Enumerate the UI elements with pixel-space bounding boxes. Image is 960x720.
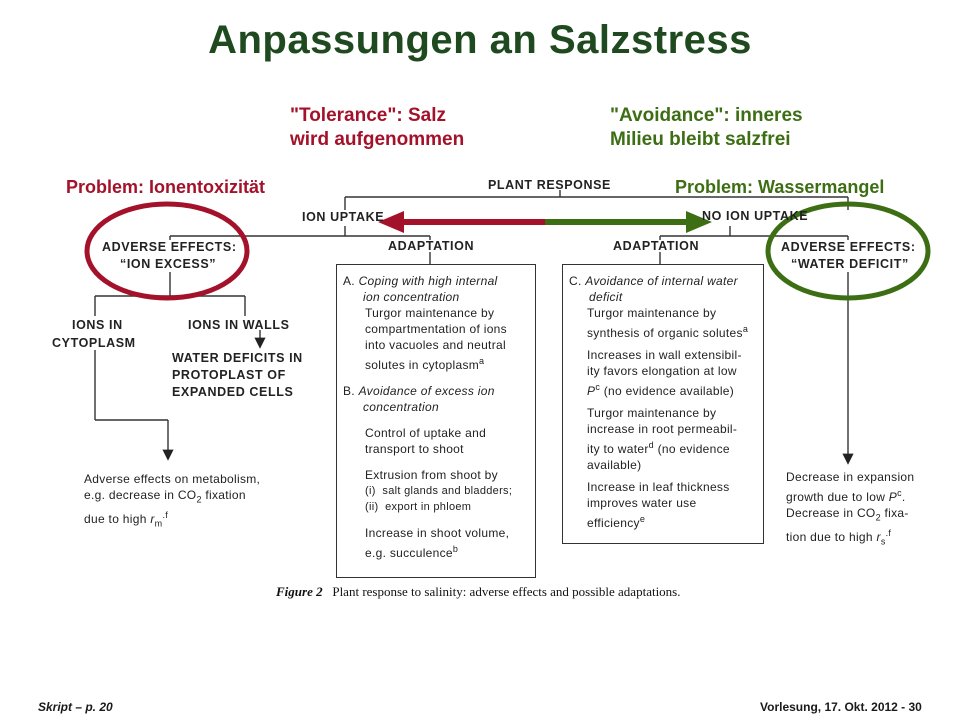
a-text-2: compartmentation of ions: [365, 322, 507, 336]
c-text-12: [569, 511, 759, 531]
c-footnote-e: e: [639, 514, 646, 524]
c-footnote-d: d: [648, 440, 654, 450]
right-line1: Decrease in expansion: [786, 470, 915, 484]
metabolism-line2: [84, 487, 304, 507]
ions-in-cytoplasm-line2: CYTOPLASM: [52, 336, 136, 350]
right-growth-text: growth due to low: [786, 490, 889, 504]
metabolism-line1: Adverse effects on metabolism,: [84, 472, 261, 486]
c-footnote-c: c: [595, 382, 601, 392]
a-text-4: [343, 353, 531, 373]
b-succulence: e.g. succulence: [365, 546, 453, 560]
section-c-title-2: deficit: [589, 290, 623, 304]
figure-caption-label: Figure 2: [276, 584, 323, 599]
b-footnote-b: b: [452, 544, 459, 554]
metabolism-fixation-text: fixation: [201, 488, 246, 502]
rs-footnote: .f: [885, 528, 892, 539]
adaptation-label-right: ADAPTATION: [613, 239, 700, 253]
section-c-title-1: Avoidance of internal water: [585, 274, 738, 288]
c-text-5: [569, 379, 759, 399]
tolerance-label: "Tolerance": Salz wird aufgenommen: [290, 105, 465, 150]
c-text-11: improves water use: [587, 496, 697, 510]
ions-in-cytoplasm-line1: IONS IN: [72, 318, 123, 332]
avoidance-label: "Avoidance": inneres Milieu bleibt salzfrei: [610, 105, 803, 150]
section-a-title-2: ion concentration: [363, 290, 460, 304]
figure-caption: [276, 584, 681, 600]
rm-footnote: .f: [162, 510, 169, 521]
right-co2-subscript: 2: [875, 512, 881, 523]
section-b-title-1: Avoidance of excess ion: [358, 384, 495, 398]
b-text-6: Increase in shoot volume,: [365, 526, 510, 540]
c-no-evidence: (no evidence available): [600, 384, 735, 398]
right-period: .: [901, 490, 906, 504]
metabolism-line3: [84, 507, 304, 531]
c-text-7: increase in root permeabil-: [587, 422, 738, 436]
section-b-letter: B.: [343, 384, 355, 398]
right-p-symbol: P: [888, 490, 898, 504]
c-text-4: ity favors elongation at low: [587, 364, 737, 378]
c-footnote-a: a: [742, 324, 749, 334]
metabolism-co2-text: e.g. decrease in CO: [84, 488, 197, 502]
c-text-3: Increases in wall extensibil-: [587, 348, 742, 362]
b-text-1: Control of uptake and: [365, 426, 487, 440]
a-text-4-main: solutes in cytoplasm: [365, 358, 480, 372]
right-line4: [786, 525, 956, 549]
c-text-8-main: ity to water: [587, 442, 649, 456]
b-text-2: transport to shoot: [365, 442, 464, 456]
section-c-heading: [569, 273, 759, 289]
adverse-effects-right-heading: ADVERSE EFFECTS:: [781, 240, 916, 254]
footer-script-ref: Skript – p. 20: [38, 700, 113, 714]
adaptation-label-left: ADAPTATION: [388, 239, 475, 253]
metabolism-due-text: due to high: [84, 512, 151, 527]
no-ion-uptake-label: NO ION UPTAKE: [702, 209, 809, 223]
c-text-8: [569, 437, 759, 457]
c-p-symbol: P: [587, 384, 596, 398]
co2-subscript: 2: [196, 494, 202, 505]
right-footnote-c: c: [897, 488, 902, 498]
rs-symbol: r: [876, 530, 881, 545]
rm-symbol: r: [150, 512, 155, 527]
section-c-letter: C.: [569, 274, 582, 288]
water-deficits-line1: WATER DEFICITS IN: [172, 351, 303, 365]
a-text-3: into vacuoles and neutral: [365, 338, 506, 352]
plant-response-label: PLANT RESPONSE: [488, 178, 611, 192]
b-item-i: (i): [365, 485, 376, 497]
right-due-text: tion due to high: [786, 530, 877, 545]
problem-ion-toxicity: Problem: Ionentoxizität: [66, 177, 266, 197]
right-line2: [786, 485, 956, 505]
figure-caption-text: Plant response to salinity: adverse effects and possible adaptations.: [332, 584, 681, 599]
adaptation-box-avoidance: [562, 264, 764, 544]
water-deficit-effects-text: [786, 469, 956, 550]
c-text-9: available): [587, 458, 642, 472]
adverse-effects-left-heading: ADVERSE EFFECTS:: [102, 240, 237, 254]
rs-subscript: s: [880, 536, 886, 547]
b-text-7: [343, 541, 531, 561]
c-text-10: Increase in leaf thickness: [587, 480, 730, 494]
b-salt-glands: salt glands and bladders;: [382, 485, 513, 497]
footer-lecture-ref: Vorlesung, 17. Okt. 2012 - 30: [760, 700, 922, 714]
water-deficits-line2: PROTOPLAST OF: [172, 368, 286, 382]
ions-in-walls-label: IONS IN WALLS: [188, 318, 290, 332]
section-b-title-2: concentration: [363, 400, 439, 414]
rm-subscript: m: [154, 518, 163, 529]
c-text-6: Turgor maintenance by: [587, 406, 717, 420]
section-a-heading: [343, 273, 531, 289]
c-text-2-main: synthesis of organic solutes: [587, 326, 743, 340]
water-deficits-line3: EXPANDED CELLS: [172, 385, 294, 399]
section-b-heading: [343, 383, 531, 399]
water-deficit-label: “WATER DEFICIT”: [791, 257, 909, 271]
right-line3: [786, 505, 956, 525]
right-co2-text: Decrease in CO: [786, 506, 876, 520]
section-a-title-1: Coping with high internal: [358, 274, 498, 288]
c-text-1: Turgor maintenance by: [587, 306, 717, 320]
b-text-4: [343, 483, 531, 499]
right-fixa-text: fixa-: [880, 506, 909, 520]
a-footnote-a: a: [479, 356, 485, 366]
c-text-12-main: efficiency: [587, 516, 640, 530]
c-text-8-end: (no evidence: [653, 442, 730, 456]
metabolism-effects-text: [84, 471, 304, 532]
b-text-5: [343, 499, 531, 515]
ion-excess-label: “ION EXCESS”: [120, 257, 217, 271]
b-text-3: Extrusion from shoot by: [365, 468, 498, 482]
adaptation-box-tolerance: [336, 264, 536, 578]
c-text-2: [569, 321, 759, 341]
a-text-1: Turgor maintenance by: [365, 306, 495, 320]
ion-uptake-label: ION UPTAKE: [302, 210, 385, 224]
problem-water-deficit: Problem: Wassermangel: [675, 177, 885, 197]
section-a-letter: A.: [343, 274, 355, 288]
b-item-ii: (ii): [365, 501, 379, 513]
slide-title: Anpassungen an Salzstress: [208, 18, 752, 62]
b-export-phloem: export in phloem: [385, 501, 472, 513]
